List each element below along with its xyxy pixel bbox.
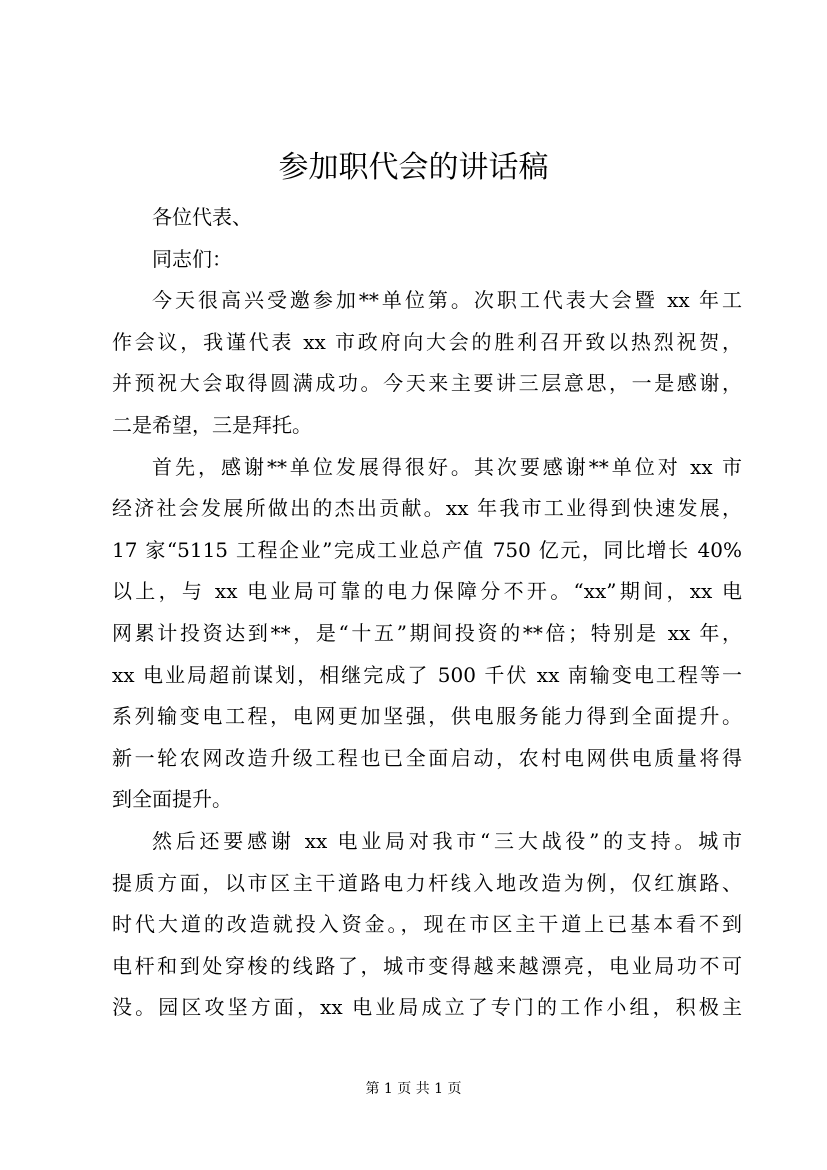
salutation-line: 同志们： [152, 246, 232, 271]
paragraph-line: 17 家“5115 工程企业”完成工业总产值 750 亿元，同比增长 40% [112, 537, 742, 562]
paragraph-line: 新一轮农网改造升级工程也已全面启动，农村电网供电质量将得 [112, 745, 742, 770]
paragraph-line: 到全面提升。 [112, 787, 232, 812]
paragraph-line: 以上，与 xx 电业局可靠的电力保障分不开。“xx”期间，xx 电 [112, 579, 742, 604]
paragraph-line: 时代大道的改造就投入资金。，现在市区主干道上已基本看不到 [112, 912, 742, 937]
paragraph-line: 今天很高兴受邀参加**单位第。次职工代表大会暨 xx 年工 [152, 288, 742, 313]
document-title: 参加职代会的讲话稿 [278, 150, 549, 185]
paragraph-line: 系列输变电工程，电网更加坚强，供电服务能力得到全面提升。 [112, 704, 742, 729]
page-number-footer: 第 1 页 共 1 页 [365, 1081, 462, 1097]
paragraph-line: 然后还要感谢 xx 电业局对我市“三大战役”的支持。城市 [152, 828, 742, 853]
paragraph-line: 并预祝大会取得圆满成功。今天来主要讲三层意思，一是感谢， [112, 371, 742, 396]
paragraph-line: 提质方面，以市区主干道路电力杆线入地改造为例，仅红旗路、 [112, 870, 742, 895]
paragraph-line: 网累计投资达到**，是“十五”期间投资的**倍；特别是 xx 年， [112, 620, 742, 645]
paragraph-line: 电杆和到处穿梭的线路了，城市变得越来越漂亮，电业局功不可 [112, 953, 742, 978]
paragraph-line: xx 电业局超前谋划，相继完成了 500 千伏 xx 南输变电工程等一 [112, 662, 742, 687]
paragraph-line: 没。园区攻坚方面，xx 电业局成立了专门的工作小组，积极主 [112, 995, 742, 1020]
salutation-line: 各位代表、 [152, 205, 252, 229]
paragraph-line: 经济社会发展所做出的杰出贡献。xx 年我市工业得到快速发展， [112, 496, 742, 521]
paragraph-line: 作会议，我谨代表 xx 市政府向大会的胜利召开致以热烈祝贺， [112, 329, 742, 354]
document-body [112, 197, 742, 1029]
paragraph-line: 首先，感谢**单位发展得很好。其次要感谢**单位对 xx 市 [152, 454, 742, 479]
paragraph-line: 二是希望，三是拜托。 [112, 412, 312, 437]
